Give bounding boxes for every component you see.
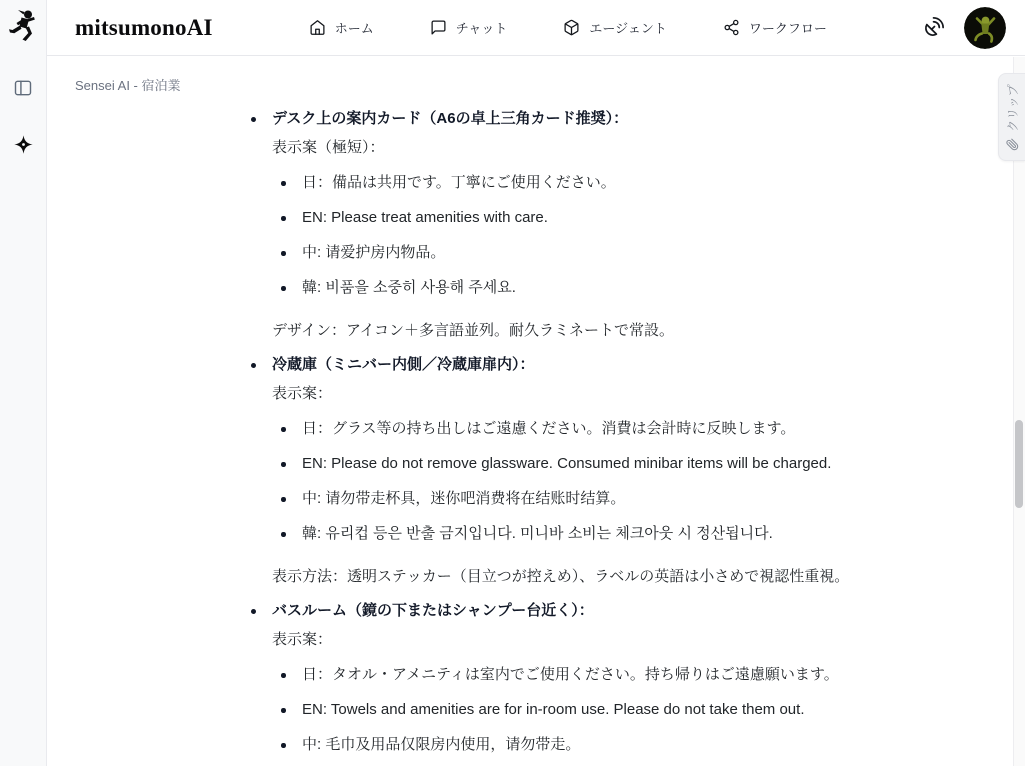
nav-item-label: ホーム xyxy=(334,21,374,36)
section-subtitle: 表示案（極短）： xyxy=(272,139,385,156)
avatar[interactable] xyxy=(964,7,1006,49)
header-right xyxy=(923,7,1006,49)
main-content xyxy=(47,57,1025,766)
call-button[interactable] xyxy=(923,15,946,41)
nav-item-label: ワークフロー xyxy=(748,21,827,36)
scrollbar-track[interactable] xyxy=(1013,57,1025,766)
list-item: 日：タオル・アメニティは室内でご使用ください。持ち帰りはご遠慮願います。 xyxy=(302,666,995,684)
list-item: EN: Please treat amenities with care. xyxy=(302,209,995,227)
chat-message xyxy=(47,110,995,766)
sidebar-toggle-icon xyxy=(13,78,33,101)
workflow-share-icon xyxy=(723,19,740,36)
main-nav xyxy=(213,18,923,37)
section-note: デザイン：アイコン＋多言語並列。耐久ラミネートで常設。 xyxy=(272,322,675,339)
brand-title[interactable]: mitsumonoAI xyxy=(75,14,213,40)
list-item: 中: 毛巾及用品仅限房内使用，请勿带走。 xyxy=(302,736,995,754)
sparkle-icon xyxy=(13,134,34,158)
section-items xyxy=(272,174,995,297)
section-title: 冷蔵庫（ミニバー内側／冷蔵庫扉内）： xyxy=(272,356,535,373)
list-section xyxy=(272,110,995,340)
nav-item-chat[interactable] xyxy=(430,18,508,37)
section-note: 表示方法：透明ステッカー（目立つが控えめ）、ラベルの英語は小さめで視認性重視。 xyxy=(272,568,850,585)
list-item: 日：備品は共用です。丁寧にご使用ください。 xyxy=(302,174,995,192)
section-items xyxy=(272,420,995,543)
breadcrumb: Sensei AI - 宿泊業 xyxy=(75,78,181,93)
list-item: EN: Towels and amenities are for in-room use. Please do not take them out. xyxy=(302,701,995,719)
section-subtitle: 表示案： xyxy=(272,385,333,402)
content-list xyxy=(47,110,995,754)
nav-item-label: エージェント xyxy=(589,21,667,36)
list-item: 中: 请爱护房内物品。 xyxy=(302,244,995,262)
nav-item-agent[interactable] xyxy=(563,18,666,37)
clip-tab-label: クリップ xyxy=(1005,83,1020,132)
clip-tab[interactable] xyxy=(998,73,1025,161)
satellite-dish-icon xyxy=(923,15,946,41)
list-item: 韓: 비품을 소중히 사용해 주세요. xyxy=(302,279,995,297)
brand-logo[interactable] xyxy=(5,7,41,47)
section-title: バスルーム（鏡の下またはシャンプー台近く）： xyxy=(272,602,594,619)
nav-item-workflow[interactable] xyxy=(723,18,827,37)
assistant-button[interactable] xyxy=(7,130,39,162)
list-section xyxy=(272,602,995,754)
section-items xyxy=(272,666,995,754)
list-item: EN: Please do not remove glassware. Consumed minibar items will be charged. xyxy=(302,455,995,473)
scrollbar-thumb[interactable] xyxy=(1015,420,1023,508)
list-item: 韓: 유리컵 등은 반출 금지입니다. 미니바 소비는 체크아웃 시 정산됩니다. xyxy=(302,525,995,543)
home-icon xyxy=(309,19,326,36)
nav-item-label: チャット xyxy=(455,21,508,36)
sidebar-toggle-button[interactable] xyxy=(7,73,39,105)
paperclip-icon xyxy=(1006,137,1019,150)
ninja-avatar-image xyxy=(964,36,1006,49)
clip-tab-inner xyxy=(1004,84,1021,151)
ninja-logo-icon xyxy=(8,8,38,47)
list-section xyxy=(272,356,995,586)
top-header xyxy=(47,0,1025,56)
list-item: 中: 请勿带走杯具，迷你吧消费将在结账时结算。 xyxy=(302,490,995,508)
nav-item-home[interactable] xyxy=(309,18,374,37)
chat-bubble-icon xyxy=(430,19,447,36)
section-title: デスク上の案内カード（A6の卓上三角カード推奨）： xyxy=(272,110,629,127)
section-subtitle: 表示案： xyxy=(272,631,333,648)
sidebar xyxy=(0,0,47,766)
agent-cube-icon xyxy=(563,19,580,36)
list-item: 日：グラス等の持ち出しはご遠慮ください。消費は会計時に反映します。 xyxy=(302,420,995,438)
